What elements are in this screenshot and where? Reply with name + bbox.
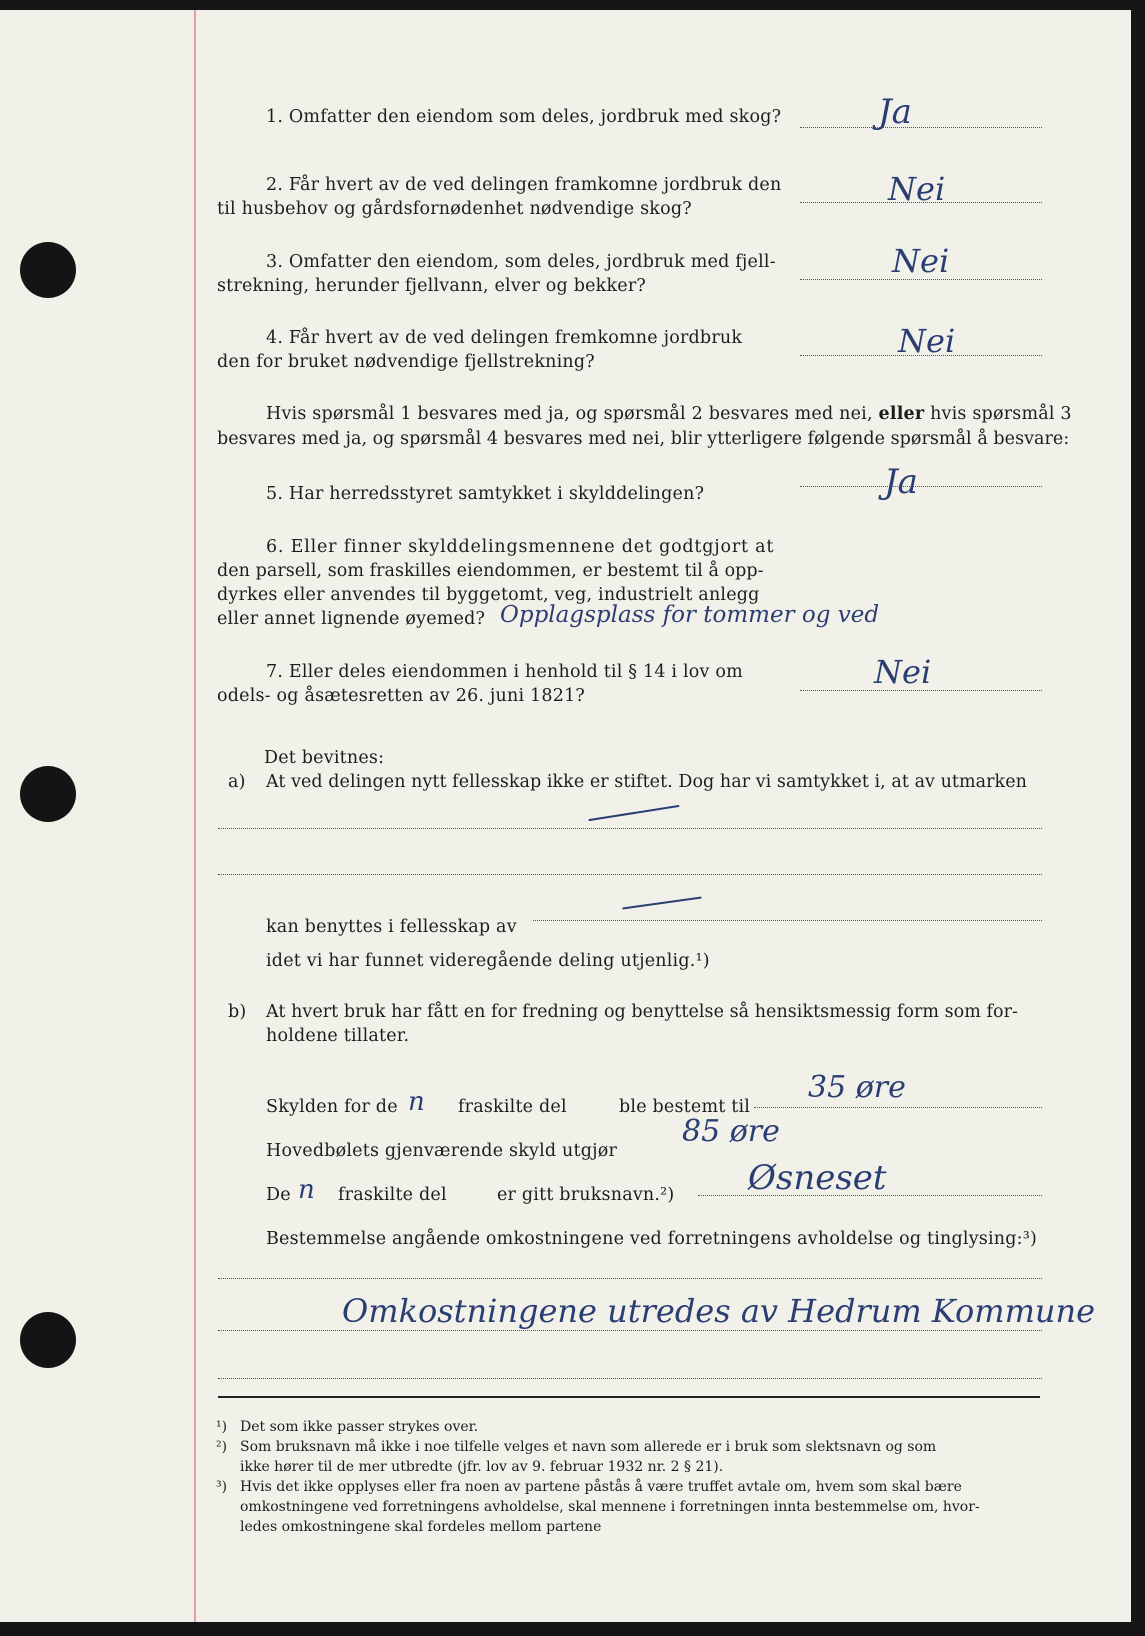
footnote-2-continued: ikke hører til de mer utbredte (jfr. lov av 9. februar 1932 nr. 2 § 21). (240, 1459, 724, 1475)
footnote-2: ²) Som bruksnavn må ikke i noe tilfelle velges et navn som allerede er i bruk som slektsnavn og som (216, 1439, 937, 1455)
cost-value: Omkostningene utredes av Hedrum Kommune (342, 1292, 1096, 1330)
question-7-answer: Nei (874, 653, 932, 691)
question-6-text: dyrkes eller anvendes til byggetomt, veg, industrielt anlegg (217, 585, 760, 605)
blank-line (218, 1378, 1042, 1379)
item-b-text: At hvert bruk har fått en for fredning og benyttelse så hensiktsmessig form som for- (266, 1002, 1018, 1022)
blank-line (218, 1330, 1042, 1331)
answer-line (800, 127, 1042, 128)
question-6-text: eller annet lignende øyemed? (217, 609, 486, 629)
item-b-marker: b) (228, 1002, 247, 1022)
attest-intro: Det bevitnes: (264, 748, 385, 768)
footnote-rule (218, 1396, 1040, 1398)
punch-hole (20, 1312, 76, 1368)
skyld-value: 35 øre (808, 1070, 906, 1105)
question-7-text: odels- og åsætesretten av 26. juni 1821? (217, 686, 585, 706)
question-7-text: 7. Eller deles eiendommen i henhold til § 14 i lov om (266, 662, 743, 682)
hovedbol-label: Hovedbølets gjenværende skyld utgjør (266, 1141, 618, 1161)
punch-hole (20, 766, 76, 822)
question-6-text: 6. Eller finner skylddelingsmennene det godtgjort at (266, 537, 775, 557)
bruksnavn-handwritten-suffix: n (298, 1175, 315, 1205)
question-1-text: 1. Omfatter den eiendom som deles, jordbruk med skog? (266, 107, 782, 127)
item-a-found: idet vi har funnet videregående deling utjenlig.¹) (266, 951, 710, 971)
footnote-1: ¹) Det som ikke passer strykes over. (216, 1419, 479, 1435)
question-2-answer: Nei (888, 170, 946, 208)
question-2-text: 2. Får hvert av de ved delingen framkomne jordbruk den (266, 175, 782, 195)
blank-line (218, 1278, 1042, 1279)
question-3-answer: Nei (892, 242, 950, 280)
question-5-text: 5. Har herredsstyret samtykket i skylddelingen? (266, 484, 705, 504)
hovedbol-value: 85 øre (682, 1114, 780, 1149)
bruksnavn-label: fraskilte del (338, 1185, 447, 1205)
question-4-text: den for bruket nødvendige fjellstrekning? (217, 352, 595, 372)
question-6-answer: Opplagsplass for tommer og ved (500, 602, 880, 628)
question-5-answer: Ja (884, 462, 918, 502)
punch-hole (20, 242, 76, 298)
cost-label: Bestemmelse angående omkostningene ved forretningens avholdelse og tinglysing:³) (266, 1229, 1037, 1249)
skyld-label: fraskilte del (458, 1097, 567, 1117)
footnote-3-continued: omkostningene ved forretningens avholdelse, skal mennene i forretningen innta bestemmelse om, hvor- (240, 1499, 980, 1515)
conditional-text: besvares med ja, og spørsmål 4 besvares med nei, blir ytterligere følgende spørsmål å besvare: (217, 429, 1070, 449)
question-4-text: 4. Får hvert av de ved delingen fremkomne jordbruk (266, 328, 743, 348)
margin-rule (194, 10, 196, 1622)
question-3-text: 3. Omfatter den eiendom, som deles, jordbruk med fjell- (266, 252, 776, 272)
footnote-3: ³) Hvis det ikke opplyses eller fra noen av partene påstås å være truffet avtale om, hvem som skal bære (216, 1479, 962, 1495)
answer-line (800, 486, 1042, 487)
question-4-answer: Nei (898, 322, 956, 360)
form-page (0, 10, 1131, 1622)
skyld-label: ble bestemt til (619, 1097, 751, 1117)
answer-line (754, 1107, 1042, 1108)
answer-line (533, 920, 1042, 921)
bruksnavn-value: Øsneset (748, 1158, 887, 1198)
dash-stroke (588, 805, 679, 821)
question-6-text: den parsell, som fraskilles eiendommen, er bestemt til å opp- (217, 561, 764, 581)
skyld-label: Skylden for de (266, 1097, 398, 1117)
skyld-handwritten-suffix: n (408, 1087, 425, 1117)
item-a-marker: a) (228, 772, 246, 792)
question-3-text: strekning, herunder fjellvann, elver og bekker? (217, 276, 646, 296)
item-a-text: At ved delingen nytt fellesskap ikke er stiftet. Dog har vi samtykket i, at av utmarken (266, 772, 1027, 792)
bruksnavn-label: er gitt bruksnavn.²) (497, 1185, 675, 1205)
question-2-text: til husbehov og gårdsfornødenhet nødvendige skog? (217, 199, 692, 219)
bruksnavn-label: De (266, 1185, 291, 1205)
question-1-answer: Ja (878, 92, 912, 132)
blank-line (218, 874, 1042, 875)
conditional-text: Hvis spørsmål 1 besvares med ja, og spørsmål 2 besvares med nei, eller hvis spørsmål 3 (266, 404, 1072, 424)
blank-line (218, 828, 1042, 829)
dash-stroke (622, 896, 701, 909)
item-a-use-label: kan benyttes i fellesskap av (266, 917, 517, 937)
footnote-3-continued: ledes omkostningene skal fordeles mellom partene (240, 1519, 602, 1535)
item-b-text: holdene tillater. (266, 1026, 410, 1046)
